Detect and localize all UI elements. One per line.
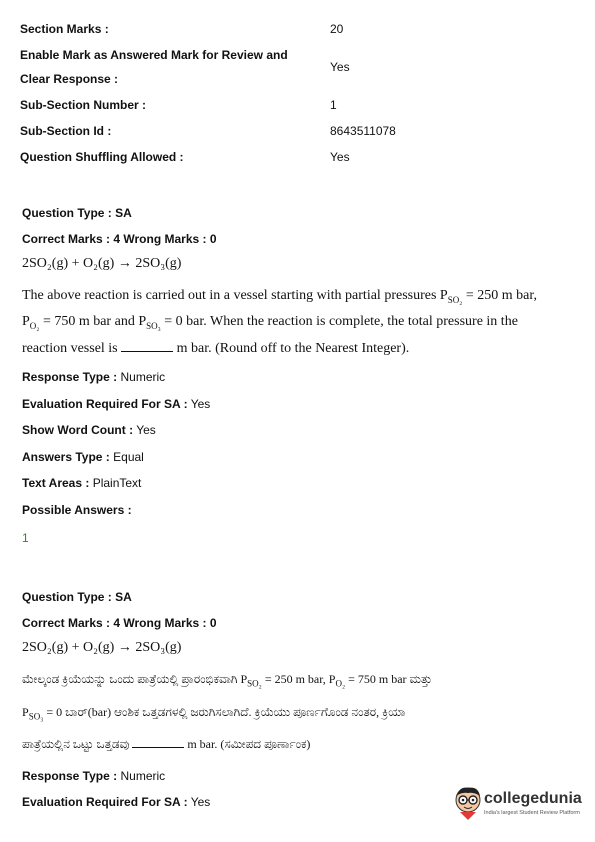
q2-response-type: Response Type : Numeric [22,769,166,783]
q1-evaluation: Evaluation Required For SA : Yes [22,397,211,411]
q1-text-line2: $P_{O_2} = 750$ m bar and $P_{SO_3} = 0$ bar. When the reaction is complete, the total pressure in the [22,314,518,331]
section-marks-value: 20 [330,22,344,36]
q1-text-areas: Text Areas : PlainText [22,476,142,490]
q2-text-line1: ಮೇಲ್ಕಂಡ ಕ್ರಿಯೆಯನ್ನು ಒಂದು ಪಾತ್ರೆಯಲ್ಲಿ ಪ್ರಾರಂಭಿಕವಾಗಿ $P_{SO_2} = 250$ m bar, $P_{O_2} = 750$ m bar ಮತ್ತು [22,672,433,689]
question-shuffling-value: Yes [330,150,350,164]
mascot-logo-icon [452,784,484,822]
q2-equation: 2SO₂(g) + O₂(g) → 2SO₃(g) [22,640,182,655]
answer-blank [132,736,184,748]
q1-text-line1: The above reaction is carried out in a vessel starting with partial pressures $P_{SO_2} = 250$ m bar, [22,288,537,305]
q1-response-type: Response Type : Numeric [22,370,166,384]
enable-mark-label-line2: Clear Response : [20,72,119,86]
answer-blank [121,340,173,352]
q1-word-count: Show Word Count : Yes [22,423,156,437]
q2-marks: Correct Marks : 4 Wrong Marks : 0 [22,616,217,630]
enable-mark-label-line1: Enable Mark as Answered Mark for Review and [20,48,288,62]
q2-evaluation: Evaluation Required For SA : Yes [22,795,211,809]
q1-answers-type: Answers Type : Equal [22,450,144,464]
sub-section-number-label: Sub-Section Number : [20,98,147,112]
logo-wordmark: collegedunia [484,790,582,807]
q2-text-line2: $P_{SO_3} = 0$ ಬಾರ್(bar) ಆಂಶಿಕ ಒತ್ತಡಗಳಲ್ಲಿ ಜರುಗಿಸಲಾಗಿದೆ. ಕ್ರಿಯೆಯು ಪೂರ್ಣಗೊಂಡ ನಂತರ, ಕ್ರಿಯಾ [22,705,406,722]
section-marks-label: Section Marks : [20,22,109,36]
sub-section-id-label: Sub-Section Id : [20,124,112,138]
sub-section-id-value: 8643511078 [330,124,396,138]
q1-possible-answer-value: 1 [22,531,29,545]
question-shuffling-label: Question Shuffling Allowed : [20,150,184,164]
sub-section-number-value: 1 [330,98,337,112]
q2-type: Question Type : SA [22,590,132,604]
q2-text-line3: ಪಾತ್ರೆಯಲ್ಲಿನ ಒಟ್ಟು ಒತ್ತಡವು m bar. (ಸಮೀಪದ ಪೂರ್ಣಾಂಕ) [22,737,311,751]
q1-equation: 2SO₂(g) + O₂(g) → 2SO₃(g) [22,256,182,271]
q1-possible-answers-label: Possible Answers : [22,503,132,517]
q1-text-line3: reaction vessel is m bar. (Round off to the Nearest Integer). [22,341,410,356]
q1-marks: Correct Marks : 4 Wrong Marks : 0 [22,232,217,246]
enable-mark-value: Yes [330,60,350,74]
logo-tagline: India's largest Student Review Platform [484,810,580,816]
q1-type: Question Type : SA [22,206,132,220]
